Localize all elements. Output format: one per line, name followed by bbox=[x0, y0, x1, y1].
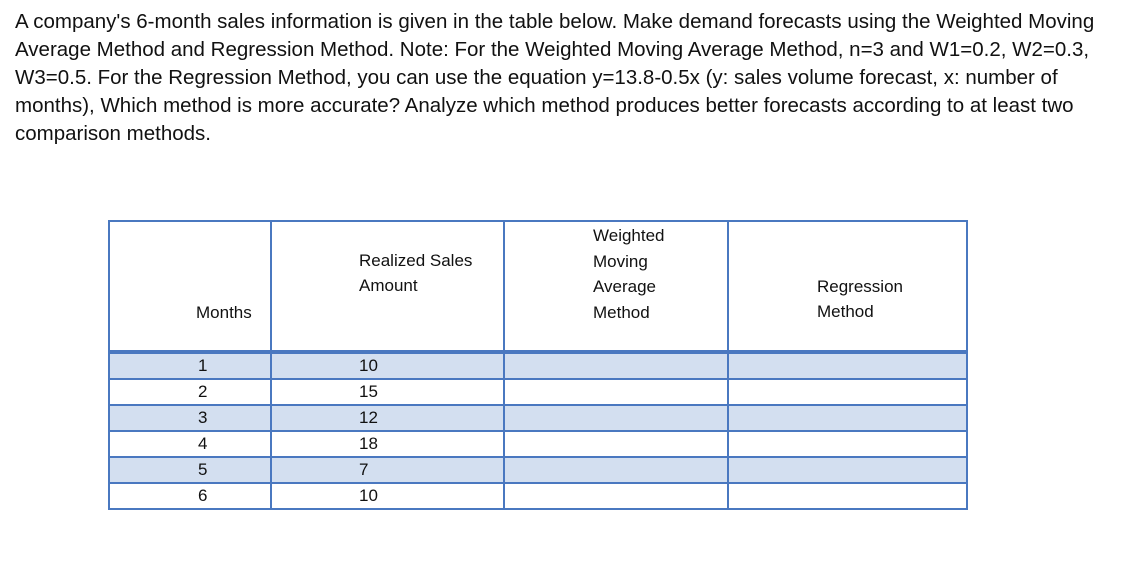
header-sales-label: Realized Sales Amount bbox=[359, 251, 473, 295]
sales-cell: 18 bbox=[271, 431, 504, 457]
wma-cell bbox=[504, 431, 728, 457]
regression-cell bbox=[728, 405, 967, 431]
sales-cell: 10 bbox=[271, 483, 504, 509]
table-row bbox=[109, 483, 967, 509]
header-wma bbox=[504, 221, 728, 352]
table-row bbox=[109, 431, 967, 457]
regression-cell bbox=[728, 483, 967, 509]
regression-cell bbox=[728, 457, 967, 483]
table-row bbox=[109, 379, 967, 405]
regression-cell bbox=[728, 352, 967, 379]
regression-cell bbox=[728, 379, 967, 405]
sales-cell: 10 bbox=[271, 352, 504, 379]
sales-table bbox=[108, 220, 968, 510]
table-row bbox=[109, 457, 967, 483]
header-regression bbox=[728, 221, 967, 352]
sales-cell: 12 bbox=[271, 405, 504, 431]
month-cell: 1 bbox=[109, 352, 271, 379]
sales-cell: 7 bbox=[271, 457, 504, 483]
header-regression-label: Regression Method bbox=[817, 277, 903, 321]
month-cell: 6 bbox=[109, 483, 271, 509]
wma-cell bbox=[504, 483, 728, 509]
table-header-row bbox=[109, 221, 967, 352]
month-cell: 4 bbox=[109, 431, 271, 457]
question-text: A company's 6-month sales information is given in the table below. Make demand forecasts using the Weighted Moving Average Method and Regression Method. Note: For the Weighted Moving Average Method, n=3 and W1=0.2, W2=0.3, W3=0.5. For the Regression Method, you can use the equation y=13.8-0.5x (y: sales volume forecast, x: number of months), Which method is more accurate? Analyze which method produces better forecasts according to at least two comparison methods. bbox=[15, 10, 1095, 145]
header-months bbox=[109, 221, 271, 352]
wma-cell bbox=[504, 405, 728, 431]
month-cell: 3 bbox=[109, 405, 271, 431]
sales-cell: 15 bbox=[271, 379, 504, 405]
table-row bbox=[109, 352, 967, 379]
month-cell: 2 bbox=[109, 379, 271, 405]
regression-cell bbox=[728, 431, 967, 457]
header-sales bbox=[271, 221, 504, 352]
wma-cell bbox=[504, 352, 728, 379]
header-wma-label: Weighted Moving Average Method bbox=[593, 226, 665, 322]
table-row bbox=[109, 405, 967, 431]
wma-cell bbox=[504, 457, 728, 483]
month-cell: 5 bbox=[109, 457, 271, 483]
wma-cell bbox=[504, 379, 728, 405]
header-months-label: Months bbox=[196, 303, 252, 322]
